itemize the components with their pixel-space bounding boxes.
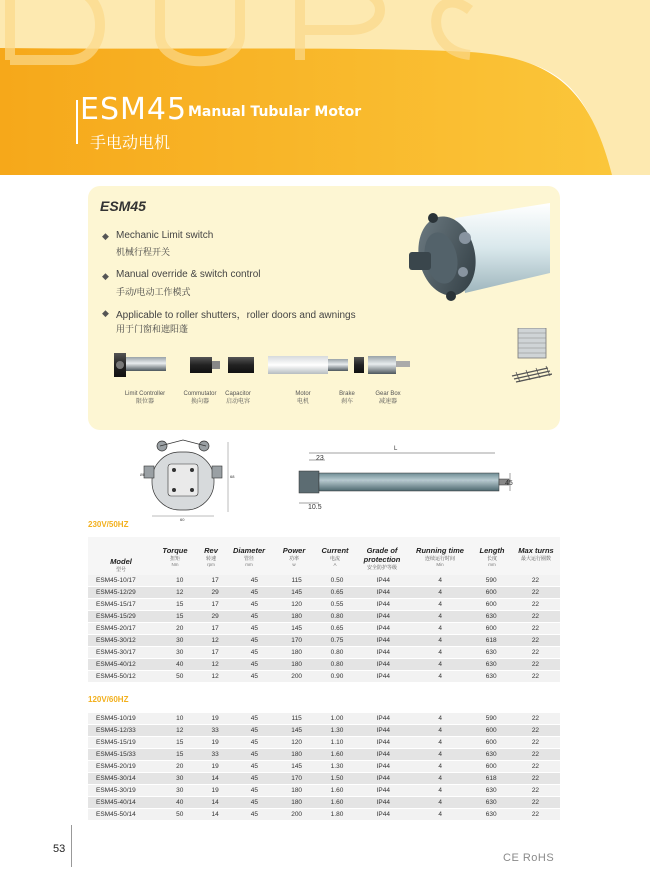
col-header-length [472,546,512,567]
table-cell: 22 [511,611,560,623]
table-cell-model: ESM45-10/19 [88,713,161,725]
table-cell: 29 [198,587,231,599]
table-cell: 0.55 [316,599,357,611]
col-header-unit: mm [488,562,496,567]
table-row [88,647,560,659]
table-cell-model: ESM45-20/19 [88,761,161,773]
table-cell: 4 [409,713,472,725]
part-label-en: Commutator [183,391,217,397]
col-header-rev [192,546,230,567]
table-cell-model: ESM45-12/33 [88,725,161,737]
col-header-en: Power [282,546,306,555]
table-cell: 29 [198,611,231,623]
table-cell: 1.60 [316,749,357,761]
table-cell-model: ESM45-30/12 [88,635,161,647]
col-header-en: Rev [204,546,218,555]
table-cell: 0.80 [316,611,357,623]
part-label-en: Brake [339,391,355,397]
part-label-cn: 刹车 [340,399,353,405]
bullet-icon: ◆ [102,308,109,318]
col-header-cn: 转速 [205,556,216,562]
col-header-en: Grade of protection [363,546,401,564]
page-title-chinese: 手电动电机 [90,133,171,152]
col-header-cn: 扭矩 [169,556,180,562]
table-cell: 45 [232,599,277,611]
table-cell: 0.90 [316,671,357,683]
table-cell: 4 [409,575,472,587]
table-cell: 45 [232,797,277,809]
table-cell: IP44 [358,659,409,671]
table-cell: 4 [409,725,472,737]
table-cell: 22 [511,671,560,683]
table-cell: 0.50 [316,575,357,587]
table-cell: 0.80 [316,659,357,671]
table-cell-model: ESM45-40/12 [88,659,161,671]
table-cell: IP44 [358,713,409,725]
table-cell-model: ESM45-50/12 [88,671,161,683]
col-header-cn: 最大运行圈数 [520,556,551,562]
table-cell: 120 [277,737,316,749]
feature-2-cn: 手动/电动工作模式 [116,287,191,297]
table-cell: 40 [161,797,198,809]
table-cell: 4 [409,785,472,797]
table-cell: IP44 [358,773,409,785]
section-label-120v: 120V/60HZ [88,695,129,704]
table-cell: 4 [409,761,472,773]
table-row [88,809,560,821]
page-title-model: ESM45 [80,92,188,127]
table-cell: 200 [277,671,316,683]
table-cell: 45 [232,725,277,737]
col-header-cn: 连续运行时间 [424,556,455,562]
table-cell: 50 [161,671,198,683]
table-cell: 4 [409,647,472,659]
col-header-torque [156,546,194,567]
table-cell: 630 [472,797,511,809]
col-header-cn: 型号 [115,567,126,573]
table-cell: 1.60 [316,797,357,809]
motor-head-image [405,198,550,308]
table-cell: 12 [161,587,198,599]
feature-3-en: Applicable to roller shutters，roller doors and awnings [116,310,356,321]
table-cell: 0.65 [316,623,357,635]
dimension-23: 23 [316,455,324,462]
table-cell: 115 [277,575,316,587]
table-cell: 4 [409,773,472,785]
table-cell: 4 [409,587,472,599]
table-row [88,599,560,611]
table-cell: IP44 [358,749,409,761]
svg-text:68: 68 [230,474,235,479]
svg-text:60: 60 [180,517,185,522]
table-cell: IP44 [358,575,409,587]
table-row [88,761,560,773]
table-cell-model: ESM45-15/33 [88,749,161,761]
table-cell: 12 [198,635,231,647]
table-cell: 22 [511,785,560,797]
col-header-running-time [408,546,472,567]
part-label-cn: 电机 [296,399,309,405]
table-row [88,749,560,761]
part-label-cn: 减速器 [378,399,397,405]
col-header-unit: rpm [207,562,215,567]
table-cell: 1.30 [316,761,357,773]
table-row [88,659,560,671]
table-cell: 10 [161,575,198,587]
table-cell: 17 [198,647,231,659]
table-cell: 22 [511,797,560,809]
table-cell: 10 [161,713,198,725]
table-cell: 4 [409,809,472,821]
table-cell: 19 [198,737,231,749]
col-header-unit: w [292,562,296,567]
table-cell: 180 [277,785,316,797]
table-row [88,623,560,635]
table-cell: 20 [161,761,198,773]
table-cell-model: ESM45-20/17 [88,623,161,635]
table-cell: 14 [198,773,231,785]
feature-1-cn: 机械行程开关 [116,247,171,257]
table-cell: 180 [277,659,316,671]
table-cell-model: ESM45-15/17 [88,599,161,611]
table-cell: 115 [277,713,316,725]
col-header-max-turns [512,546,560,562]
part-label-gearbox [358,390,418,406]
table-cell: 145 [277,761,316,773]
col-header-cn: 长度 [486,556,497,562]
bullet-icon: ◆ [102,271,109,281]
table-cell: IP44 [358,785,409,797]
table-cell: 1.30 [316,725,357,737]
table-cell: 22 [511,737,560,749]
table-cell-model: ESM45-10/17 [88,575,161,587]
table-cell: 30 [161,647,198,659]
table-cell: 17 [198,599,231,611]
table-cell: 17 [198,575,231,587]
col-header-unit: mm [245,562,253,567]
table-cell: 12 [198,671,231,683]
table-cell: 45 [232,785,277,797]
table-cell-model: ESM45-15/19 [88,737,161,749]
table-cell: 600 [472,623,511,635]
table-cell: 19 [198,785,231,797]
table-cell: 15 [161,599,198,611]
table-cell: 4 [409,635,472,647]
table-cell: 19 [198,713,231,725]
table-row [88,773,560,785]
part-label-cn: 启动电容 [225,399,250,405]
table-cell: 45 [232,713,277,725]
table-cell: 600 [472,737,511,749]
table-cell: 590 [472,713,511,725]
col-header-diameter [226,546,272,567]
table-row [88,575,560,587]
col-header-current [314,546,356,567]
table-cell: 12 [198,659,231,671]
table-cell: 45 [232,575,277,587]
table-cell: 45 [232,749,277,761]
col-header-cn: 电流 [329,556,340,562]
table-cell: 1.80 [316,809,357,821]
table-cell: 618 [472,635,511,647]
table-cell: 22 [511,725,560,737]
part-label-capacitor [208,390,268,406]
table-cell: 40 [161,659,198,671]
table-cell: 22 [511,761,560,773]
table-cell: 630 [472,647,511,659]
table-cell: 22 [511,599,560,611]
bullet-icon: ◆ [102,231,109,241]
table-cell: IP44 [358,737,409,749]
table-cell: 14 [198,809,231,821]
table-cell: IP44 [358,797,409,809]
table-cell: 630 [472,671,511,683]
col-header-en: Current [321,546,349,555]
col-header-unit: A [333,562,337,567]
table-cell-model: ESM45-40/14 [88,797,161,809]
title-divider [76,100,78,144]
table-cell: 22 [511,587,560,599]
dimension-length: L [394,446,398,452]
table-cell: 15 [161,611,198,623]
table-cell: 4 [409,797,472,809]
table-row [88,797,560,809]
table-cell: 1.10 [316,737,357,749]
table-cell: 630 [472,749,511,761]
table-cell: 14 [198,797,231,809]
part-label-limit-controller [115,390,175,406]
dimension-45: 45 [505,480,513,487]
col-header-protection [356,546,408,571]
table-cell: 0.80 [316,647,357,659]
table-cell: 1.60 [316,785,357,797]
table-cell: 22 [511,773,560,785]
table-cell: 4 [409,737,472,749]
table-cell: 180 [277,797,316,809]
col-header-power [274,546,314,567]
col-header-model [88,557,154,573]
table-cell: 145 [277,623,316,635]
table-row [88,587,560,599]
table-cell: 15 [161,749,198,761]
dimension-10-5: 10.5 [308,504,322,511]
table-cell: 22 [511,659,560,671]
col-header-cn: 管径 [243,556,254,562]
table-cell: 45 [232,587,277,599]
table-cell: IP44 [358,809,409,821]
table-cell: 600 [472,725,511,737]
table-row [88,635,560,647]
table-cell: 200 [277,809,316,821]
table-cell: 45 [232,737,277,749]
table-cell: 1.50 [316,773,357,785]
table-cell: 30 [161,635,198,647]
table-cell: 22 [511,749,560,761]
table-row [88,611,560,623]
table-cell: IP44 [358,725,409,737]
part-label-cn: 限位器 [135,399,154,405]
table-cell: 45 [232,635,277,647]
table-cell: IP44 [358,647,409,659]
table-cell-model: ESM45-30/19 [88,785,161,797]
table-cell: 4 [409,749,472,761]
table-cell: IP44 [358,611,409,623]
table-cell: IP44 [358,599,409,611]
table-cell: 600 [472,587,511,599]
table-cell: 4 [409,623,472,635]
col-header-en: Max turns [518,546,554,555]
table-cell: 180 [277,611,316,623]
part-label-cn: 换向器 [190,399,209,405]
col-header-unit: Nm [171,562,179,567]
table-cell: 618 [472,773,511,785]
table-cell: IP44 [358,587,409,599]
table-cell: 22 [511,809,560,821]
table-cell: 4 [409,611,472,623]
table-cell-model: ESM45-30/14 [88,773,161,785]
table-cell: 45 [232,761,277,773]
table-cell: 45 [232,611,277,623]
table-cell: 590 [472,575,511,587]
table-cell: 22 [511,635,560,647]
table-cell-model: ESM45-15/29 [88,611,161,623]
table-cell: IP44 [358,761,409,773]
section-label-230v: 230V/50HZ [88,520,129,529]
table-cell: 0.75 [316,635,357,647]
table-cell: 17 [198,623,231,635]
table-cell: 180 [277,647,316,659]
table-cell: 30 [161,773,198,785]
feature-2-en: Manual override & switch control [116,269,261,280]
table-cell: 19 [198,761,231,773]
table-cell: IP44 [358,623,409,635]
col-header-en: Torque [162,546,188,555]
exploded-parts-image [110,345,430,385]
spec-table-230v [88,575,560,683]
part-label-en: Capacitor [225,391,251,397]
col-header-unit: Min [436,562,444,567]
table-cell: 0.65 [316,587,357,599]
feature-1-en: Mechanic Limit switch [116,230,214,241]
table-cell: 22 [511,575,560,587]
end-view-drawing [140,432,240,522]
table-cell: 22 [511,713,560,725]
table-cell: 4 [409,671,472,683]
col-header-cn: 安全防护等级 [366,565,397,571]
table-cell: 600 [472,761,511,773]
table-row [88,671,560,683]
table-cell: 4 [409,599,472,611]
table-cell: IP44 [358,635,409,647]
roller-shutter-icon [510,328,552,388]
table-row [88,785,560,797]
table-cell: 33 [198,725,231,737]
page-number: 53 [53,843,66,855]
table-cell-model: ESM45-50/14 [88,809,161,821]
table-cell: 180 [277,749,316,761]
table-cell: 4 [409,659,472,671]
table-cell: 33 [198,749,231,761]
table-cell-model: ESM45-12/29 [88,587,161,599]
table-cell: 170 [277,635,316,647]
table-cell: 630 [472,611,511,623]
table-cell: 45 [232,773,277,785]
part-label-en: Motor [295,391,311,397]
col-header-en: Diameter [232,546,266,555]
table-row [88,737,560,749]
table-cell: 45 [232,671,277,683]
table-cell: 600 [472,599,511,611]
table-cell: 145 [277,587,316,599]
col-header-en: Length [479,546,505,555]
table-cell: 45 [232,659,277,671]
part-label-en: Gear Box [375,391,401,397]
table-cell: 22 [511,647,560,659]
table-row [88,713,560,725]
table-cell: 45 [232,623,277,635]
col-header-cn: 功率 [288,556,299,562]
table-cell-model: ESM45-30/17 [88,647,161,659]
page-title-english: Manual Tubular Motor [188,104,362,120]
table-cell: 1.00 [316,713,357,725]
table-cell: 120 [277,599,316,611]
table-cell: 630 [472,785,511,797]
table-cell: 30 [161,785,198,797]
table-cell: 22 [511,623,560,635]
table-cell: 45 [232,809,277,821]
table-row [88,725,560,737]
table-cell: 45 [232,647,277,659]
certification-marks: CE RoHS [503,852,555,864]
table-cell: 170 [277,773,316,785]
part-label-en: Limit Controller [124,391,166,397]
table-cell: 20 [161,623,198,635]
spec-table-120v [88,713,560,821]
svg-text:Ø8: Ø8 [140,473,145,477]
col-header-en: Model [110,557,132,566]
table-cell: 630 [472,809,511,821]
page-number-divider [71,825,72,867]
table-cell: 50 [161,809,198,821]
table-cell: 630 [472,659,511,671]
table-cell: 15 [161,737,198,749]
table-cell: 145 [277,725,316,737]
table-header [88,537,560,575]
col-header-en: Running time [416,546,464,555]
panel-title: ESM45 [100,198,146,214]
table-cell: 12 [161,725,198,737]
table-cell: IP44 [358,671,409,683]
feature-3-cn: 用于门窗和遮阳蓬 [116,324,189,334]
